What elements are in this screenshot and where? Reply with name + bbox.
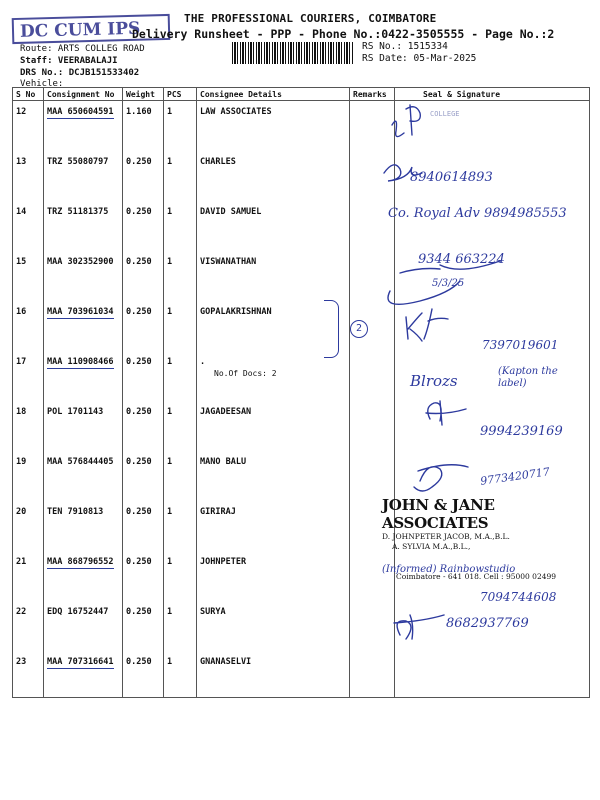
cell-consignee: LAW ASSOCIATES — [197, 101, 350, 152]
cell-consignment: MAA 302352900 — [44, 251, 123, 301]
rs-date: RS Date: 05-Mar-2025 — [362, 53, 477, 64]
cell-pcs: 1 — [164, 251, 197, 301]
cell-consignee: SURYA — [197, 601, 350, 651]
cell-weight: 0.250 — [123, 401, 164, 451]
cell-sno: 18 — [13, 401, 44, 451]
consignment-no: MAA 703961034 — [47, 307, 114, 317]
col-weight: Weight — [123, 88, 164, 101]
signature-r20 — [414, 465, 468, 491]
col-pcs: PCS — [164, 88, 197, 101]
handwriting-r22-note: (Informed) Rainbowstudio — [382, 564, 516, 575]
cell-pcs: 1 — [164, 451, 197, 501]
cell-consignee: MANO BALU — [197, 451, 350, 501]
docs-count: No.Of Docs: 2 — [214, 369, 277, 378]
cell-consignee — [197, 351, 350, 401]
bracket-r16-r17 — [324, 300, 339, 358]
cell-weight: 0.250 — [123, 551, 164, 601]
col-remarks: Remarks — [350, 88, 395, 101]
drs-label: DRS No.: DCJB151533402 — [20, 68, 140, 78]
cell-consignee: JAGADEESAN — [197, 401, 350, 451]
rs-number: RS No.: 1515334 — [362, 41, 448, 52]
stamp-line3: Coimbatore - 641 018. Cell : 95000 02499 — [396, 572, 557, 581]
route-label: Route: ARTS COLLEG ROAD — [20, 44, 145, 54]
handwriting-r22-phone: 7094744608 — [480, 590, 557, 604]
cell-pcs: 1 — [164, 301, 197, 351]
handwriting-r15-date: 5/3/25 — [432, 278, 465, 289]
cell-consignment — [44, 651, 123, 698]
cell-weight: 0.250 — [123, 601, 164, 651]
cell-weight: 0.250 — [123, 651, 164, 698]
table-row — [13, 651, 590, 698]
cell-sno: 22 — [13, 601, 44, 651]
cell-pcs: 1 — [164, 651, 197, 698]
cell-pcs: 1 — [164, 101, 197, 152]
cell-weight: 0.250 — [123, 301, 164, 351]
cell-consignee: VISWANATHAN — [197, 251, 350, 301]
cell-weight: 0.250 — [123, 251, 164, 301]
cell-weight: 0.250 — [123, 201, 164, 251]
handwriting-r17: 7397019601 — [482, 338, 559, 352]
cell-consignment — [44, 551, 123, 601]
cell-sno: 12 — [13, 101, 44, 152]
page-subtitle: Delivery Runsheet - PPP - Phone No.:0422-3505555 - Page No.:2 — [132, 27, 555, 41]
cell-pcs: 1 — [164, 401, 197, 451]
cell-consignment — [44, 301, 123, 351]
cell-consignment: TEN 7910813 — [44, 501, 123, 551]
cell-pcs: 1 — [164, 201, 197, 251]
stamp-line1: D. JOHNPETER JACOB, M.A.,B.L. — [382, 532, 510, 541]
circled-count: 2 — [350, 320, 368, 338]
vehicle-label: Vehicle: — [20, 79, 64, 89]
handwriting-r13: 8940614893 — [410, 170, 493, 185]
cell-consignment: TRZ 51181375 — [44, 201, 123, 251]
handwriting-r20: 9773420717 — [479, 465, 551, 488]
cell-consignee: CHARLES — [197, 151, 350, 201]
handwriting-r18-sig: Blrozs — [410, 372, 458, 390]
cell-weight: 0.250 — [123, 351, 164, 401]
cell-pcs: 1 — [164, 551, 197, 601]
cell-sno: 13 — [13, 151, 44, 201]
stamp-line2: A. SYLVIA M.A.,B.L., — [392, 542, 471, 551]
cell-sno: 16 — [13, 301, 44, 351]
cell-consignee: GIRIRAJ — [197, 501, 350, 551]
cell-consignee: JOHNPETER — [197, 551, 350, 601]
cell-pcs: 1 — [164, 151, 197, 201]
handwriting-r23: 8682937769 — [446, 616, 529, 631]
cell-consignment — [44, 101, 123, 152]
cell-sno: 14 — [13, 201, 44, 251]
col-consignment: Consignment No — [44, 88, 123, 101]
cell-consignment: POL 1701143 — [44, 401, 123, 451]
cell-pcs: 1 — [164, 501, 197, 551]
cell-sno: 15 — [13, 251, 44, 301]
cell-weight: 0.250 — [123, 501, 164, 551]
consignment-no: MAA 650604591 — [47, 107, 114, 117]
stamp-name: JOHN & JANE ASSOCIATES — [382, 496, 495, 532]
cell-consignee: DAVID SAMUEL — [197, 201, 350, 251]
cell-consignment — [44, 351, 123, 401]
cell-consignee: GOPALAKRISHNAN — [197, 301, 350, 351]
cell-weight: 0.250 — [123, 451, 164, 501]
cell-consignment: TRZ 55080797 — [44, 151, 123, 201]
consignment-no: MAA 868796552 — [47, 557, 114, 567]
handwriting-r19: 9994239169 — [480, 424, 563, 439]
faint-stamp-text: COLLEGE — [430, 110, 460, 118]
col-consignee: Consignee Details — [197, 88, 350, 101]
cell-sno: 17 — [13, 351, 44, 401]
col-sno: S No — [13, 88, 44, 101]
handwriting-r14: Co. Royal Adv 9894985553 — [388, 206, 567, 221]
cell-sno: 23 — [13, 651, 44, 698]
cell-weight: 1.160 — [123, 101, 164, 152]
cell-consignment: MAA 576844405 — [44, 451, 123, 501]
cell-consignment: EDQ 16752447 — [44, 601, 123, 651]
cell-sno: 19 — [13, 451, 44, 501]
consignee-name: . — [200, 357, 206, 367]
barcode — [232, 42, 354, 64]
cell-pcs: 1 — [164, 351, 197, 401]
signature-r17 — [406, 309, 448, 341]
handwriting-r18: (Kapton the label) — [498, 366, 558, 389]
page-title: THE PROFESSIONAL COURIERS, COIMBATORE — [184, 12, 437, 25]
dc-stamp: DC CUM IPS — [12, 14, 171, 44]
signature-r19 — [426, 401, 466, 425]
cell-seal — [395, 651, 590, 698]
handwriting-r15-phone: 9344 663224 — [418, 252, 505, 267]
cell-sno: 21 — [13, 551, 44, 601]
signature-r23 — [394, 615, 444, 639]
cell-sno: 20 — [13, 501, 44, 551]
col-seal: Seal & Signature — [395, 88, 590, 101]
cell-consignee: GNANASELVI — [197, 651, 350, 698]
consignment-no: MAA 707316641 — [47, 657, 114, 667]
cell-remarks — [350, 651, 395, 698]
signature-r12 — [392, 105, 420, 137]
cell-pcs: 1 — [164, 601, 197, 651]
cell-weight: 0.250 — [123, 151, 164, 201]
consignment-no: MAA 110908466 — [47, 357, 114, 367]
staff-label: Staff: VEERABALAJI — [20, 56, 118, 66]
